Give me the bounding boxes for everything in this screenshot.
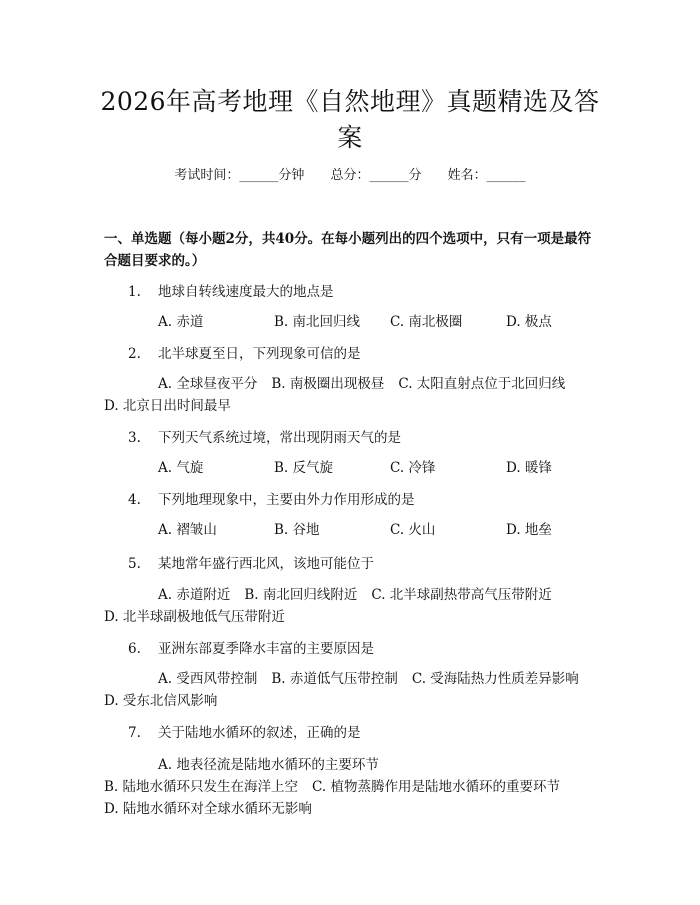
question-2	[128, 344, 361, 364]
option-d: D. 陆地水循环对全球水循环无影响	[104, 801, 312, 817]
student-name-field: 姓名：______	[447, 168, 526, 183]
question-number: 5.	[128, 556, 141, 572]
question-text: 下列天气系统过境，常出现阴雨天气的是	[158, 430, 401, 446]
exam-meta	[0, 166, 700, 186]
option-b: B. 南北回归线附近	[244, 587, 358, 603]
option-d: D. 极点	[506, 314, 552, 330]
option-b: B. 赤道低气压带控制	[271, 671, 398, 687]
option-d: D. 受东北信风影响	[104, 693, 218, 709]
option-d: D. 地垒	[506, 522, 552, 538]
question-1	[128, 282, 334, 302]
total-score-field: 总分：______分	[330, 168, 422, 183]
option-b: B. 反气旋	[274, 460, 334, 476]
option-c: C. 植物蒸腾作用是陆地水循环的重要环节	[312, 779, 560, 795]
question-6	[128, 639, 374, 659]
question-1-options	[104, 311, 598, 333]
question-text: 地球自转线速度最大的地点是	[158, 284, 334, 300]
question-6-options	[104, 668, 598, 712]
option-d: D. 暖锋	[506, 460, 552, 476]
question-2-options	[104, 373, 598, 417]
exam-time-field: 考试时间：______分钟	[174, 168, 305, 183]
option-b: B. 南北回归线	[274, 314, 361, 330]
question-5-options	[104, 584, 598, 628]
question-number: 3.	[128, 430, 141, 446]
option-b: B. 陆地水循环只发生在海洋上空	[104, 779, 299, 795]
option-c: C. 太阳直射点位于北回归线	[398, 376, 566, 392]
question-number: 7.	[128, 725, 141, 741]
option-a: A. 赤道附近	[158, 587, 231, 603]
question-4	[128, 490, 415, 510]
option-a: A. 全球昼夜平分	[158, 376, 258, 392]
question-text: 北半球夏至日，下列现象可信的是	[158, 346, 361, 362]
option-b: B. 南极圈出现极昼	[271, 376, 385, 392]
option-b: B. 谷地	[274, 522, 320, 538]
option-d: D. 北京日出时间最早	[104, 398, 231, 414]
option-d: D. 北半球副极地低气压带附近	[104, 609, 285, 625]
option-c: C. 火山	[390, 522, 436, 538]
question-7-options	[104, 754, 598, 820]
question-4-options	[104, 519, 598, 541]
option-c: C. 南北极圈	[390, 314, 463, 330]
question-number: 2.	[128, 346, 141, 362]
option-a: A. 褶皱山	[158, 522, 217, 538]
question-text: 关于陆地水循环的叙述，正确的是	[158, 725, 361, 741]
option-c: C. 北半球副热带高气压带附近	[371, 587, 552, 603]
option-c: C. 受海陆热力性质差异影响	[411, 671, 579, 687]
option-a: A. 受西风带控制	[158, 671, 258, 687]
option-a: A. 气旋	[158, 460, 204, 476]
option-a: A. 地表径流是陆地水循环的主要环节	[158, 757, 379, 773]
exam-title: 2026年高考地理《自然地理》真题精选及答案	[100, 87, 600, 152]
question-text: 下列地理现象中，主要由外力作用形成的是	[158, 492, 415, 508]
question-7	[128, 723, 361, 743]
option-a: A. 赤道	[158, 314, 204, 330]
question-number: 4.	[128, 492, 141, 508]
question-number: 1.	[128, 284, 141, 300]
section-heading: 一、单选题（每小题2分，共40分。在每小题列出的四个选项中，只有一项是最符合题目要求的。）	[104, 231, 592, 269]
question-3-options	[104, 457, 598, 479]
question-5	[128, 554, 374, 574]
question-text: 亚洲东部夏季降水丰富的主要原因是	[158, 641, 374, 657]
question-3	[128, 428, 401, 448]
question-text: 某地常年盛行西北风，该地可能位于	[158, 556, 374, 572]
option-c: C. 冷锋	[390, 460, 436, 476]
question-number: 6.	[128, 641, 141, 657]
